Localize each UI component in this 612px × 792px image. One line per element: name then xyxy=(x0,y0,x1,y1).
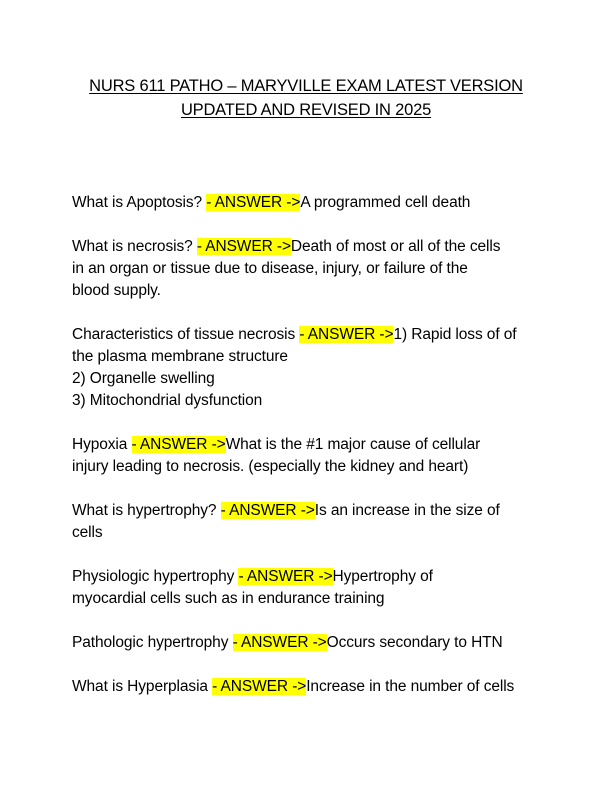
answer-line: myocardial cells such as in endurance training xyxy=(72,590,385,607)
qa-first-line xyxy=(72,566,552,588)
question-text: What is hypertrophy? xyxy=(72,502,221,519)
qa-first-line xyxy=(72,236,552,258)
qa-first-line xyxy=(72,192,552,214)
answer-text: A programmed cell death xyxy=(300,194,471,211)
answer-line: injury leading to necrosis. (especially the kidney and heart) xyxy=(72,458,469,475)
qa-list xyxy=(72,192,552,720)
answer-line: the plasma membrane structure xyxy=(72,348,288,365)
answer-line: 2) Organelle swelling xyxy=(72,370,215,387)
question-text: Pathologic hypertrophy xyxy=(72,634,233,651)
question-text: What is necrosis? xyxy=(72,238,197,255)
answer-text: Death of most or all of the cells xyxy=(290,238,501,255)
qa-item xyxy=(72,324,552,412)
question-text: What is Apoptosis? xyxy=(72,194,207,211)
qa-first-line xyxy=(72,434,552,456)
qa-item xyxy=(72,632,552,654)
answer-line: cells xyxy=(72,524,103,541)
answer-text: Increase in the number of cells xyxy=(306,678,515,695)
answer-marker: - ANSWER -> xyxy=(196,238,291,255)
document-title xyxy=(40,74,572,122)
qa-first-line xyxy=(72,676,552,698)
answer-text: 1) Rapid loss of of xyxy=(393,326,517,343)
title-line-1: NURS 611 PATHO – MARYVILLE EXAM LATEST VERSION xyxy=(89,77,523,95)
answer-marker: - ANSWER -> xyxy=(232,634,327,651)
answer-text: Is an increase in the size of xyxy=(314,502,500,519)
qa-item xyxy=(72,676,552,698)
question-text: Hypoxia xyxy=(72,436,132,453)
answer-line: 3) Mitochondrial dysfunction xyxy=(72,392,263,409)
title-line-2: UPDATED AND REVISED IN 2025 xyxy=(180,101,432,119)
qa-item xyxy=(72,434,552,478)
answer-line: in an organ or tissue due to disease, injury, or failure of the xyxy=(72,260,468,277)
answer-marker: - ANSWER -> xyxy=(220,502,315,519)
question-text: What is Hyperplasia xyxy=(72,678,213,695)
answer-marker: - ANSWER -> xyxy=(206,194,301,211)
qa-item xyxy=(72,566,552,610)
question-text: Physiologic hypertrophy xyxy=(72,568,239,585)
answer-marker: - ANSWER -> xyxy=(212,678,307,695)
qa-first-line xyxy=(72,324,552,346)
qa-item xyxy=(72,192,552,214)
qa-item xyxy=(72,236,552,302)
answer-marker: - ANSWER -> xyxy=(238,568,333,585)
question-text: Characteristics of tissue necrosis xyxy=(72,326,300,343)
answer-text: What is the #1 major cause of cellular xyxy=(225,436,481,453)
answer-text: Hypertrophy of xyxy=(332,568,433,585)
answer-line: blood supply. xyxy=(72,282,161,299)
answer-marker: - ANSWER -> xyxy=(299,326,394,343)
qa-first-line xyxy=(72,632,552,654)
answer-text: Occurs secondary to HTN xyxy=(326,634,503,651)
qa-first-line xyxy=(72,500,552,522)
qa-item xyxy=(72,500,552,544)
answer-marker: - ANSWER -> xyxy=(131,436,226,453)
